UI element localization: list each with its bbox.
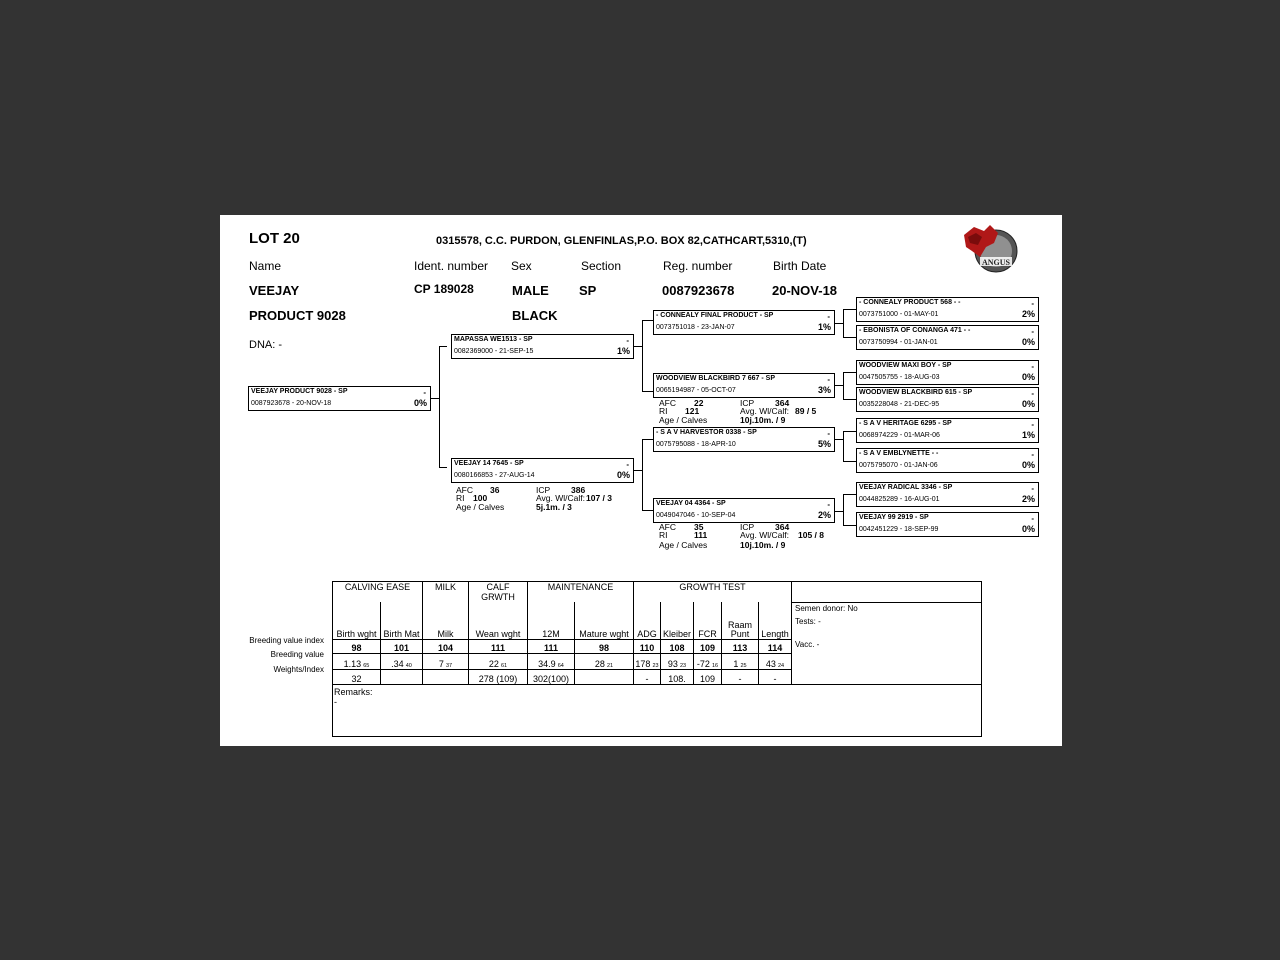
group-calving-ease: CALVING EASE [333,582,423,603]
pedigree-ggp-3[interactable]: WOODVIEW MAXI BOY - SP - 0047505755 - 18-AUG-03 0% [856,360,1039,385]
col-fcr: FCR [694,602,722,639]
pedigree-dam-dam[interactable]: VEEJAY 04 4364 - SP - 0049047046 - 10-SEP-04 2% [653,498,835,523]
group-milk: MILK [423,582,469,603]
col-adg: ADG [634,602,661,639]
col-kleiber: Kleiber [661,602,694,639]
remarks-value: - [334,696,337,707]
col-raam-punt: Raam Punt [722,602,759,639]
col-12m: 12M [528,602,575,639]
tests: Tests: - [795,616,821,626]
pedigree-subject[interactable]: VEEJAY PRODUCT 9028 - SP - 0087923678 - 20-NOV-18 0% [248,386,431,411]
label-ident: Ident. number [414,259,489,273]
col-length: Length [759,602,792,639]
group-growth-test: GROWTH TEST [634,582,792,603]
logo-text: ANGUS [981,258,1011,267]
pedigree-name: VEEJAY PRODUCT 9028 - SP [251,388,348,395]
angus-logo [960,221,1022,277]
pedigree-ggp-6[interactable]: - S A V EMBLYNETTE - - - 0075795070 - 01-JAN-06 0% [856,448,1039,473]
pedigree-ggp-7[interactable]: VEEJAY RADICAL 3346 - SP - 0044825289 - 16-AUG-01 2% [856,482,1039,507]
pedigree-sire-dam[interactable]: WOODVIEW BLACKBIRD 7 667 - SP - 0065194987 - 05-OCT-07 3% [653,373,835,398]
pedigree-ggp-8[interactable]: VEEJAY 99 2919 - SP - 0042451229 - 18-SEP-99 0% [856,512,1039,537]
animal-ident: CP 189028 [414,282,474,296]
col-birth-wght: Birth wght [333,602,381,639]
animal-section: SP [579,283,597,298]
breeding-value-table: CALVING EASE MILK CALF GRWTH MAINTENANCE GROWTH TEST Birth wght Birth Mat Milk Wean wght 12M Mature wght ADG Kleiber FCR Raam Punt Length Semen donor: No Tests: - Vacc. - 98 101 104 111 111 98 110 108 109 113 114 1.13 65 .34 40 7 37 22 61 34.9 64 28 21 178 23 93 23 -72 16 1 25 43 24 32 278 (109) 302(100) - 108. 109 - - Remarks: - [332,581,982,737]
label-reg: Reg. number [663,259,733,273]
pedigree-ggp-2[interactable]: - EBONISTA OF CONANGA 471 - - - 0073750994 - 01-JAN-01 0% [856,325,1039,350]
row-label-weights: Weights/Index [273,665,324,674]
pedigree-sire-sire[interactable]: - CONNEALY FINAL PRODUCT - SP - 0073751018 - 23-JAN-07 1% [653,310,835,335]
lot-sheet: LOT 20 0315578, C.C. PURDON, GLENFINLAS,P.O. BOX 82,CATHCART,5310,(T) Name Ident. number Sex Section Reg. number Birth Date VEEJAY PRODUCT 9028 CP 189028 MALE BLACK SP 0087923678 20-NOV-18 DNA: - ANGUS VEEJAY PRODUCT 9028 - SP - 0087923678 - 20-NOV-18 0% MAPASSA WE1513 - SP - 0082369000 - 21-SEP-15 1% VEEJAY 14 7645 - SP - 0080166853 - 27-AUG-14 0% - CONNEALY FINAL PRODUCT - SP - 0073751018 - 23-JAN-07 1% WOODVIEW BLACKBIRD 7 667 - SP - 0065194987 - 05-OCT-07 3% - S A V HARVESTOR 0338 - SP - 0075795088 - 18-APR-10 5% VEEJAY 04 4364 - SP - 0049047046 - 10-SEP-04 2% - CONNEALY PRODUCT 568 - - - 0073751000 - 01-MAY-01 2% - EBONISTA OF CONANGA 471 - - - 0073750994 - 01-JAN-01 0% WOODVIEW MAXI BOY - SP - 0047505755 - 18-AUG-03 0% WOODVIEW BLACKBIRD 615 - SP - 0035228048 - 21-DEC-95 0% - S A V HERITAGE 6295 - SP - 0068974229 - 01-MAR-06 1% - S A V EMBLYNETTE - - - 0075795070 - 01-JAN-06 0% VEEJAY RADICAL 3346 - SP - 0044825289 - 16-AUG-01 2% VEEJAY 99 2919 - SP - 0042451229 - 18-SEP-99 0% AFC 36 RI 100 Age / Calves ICP 386 Avg. Wl/Calf: 107 / 3 5j.1m. / 3 AFC 22 RI 121 Age / Calves ICP 364 Avg. Wl/Calf: 89 / 5 10j.10m. / 9 AFC 35 RI 111 Age / Calves ICP 364 Avg. Wl/Calf: 105 / 8 10j.10m. / 9 Breeding value index Breeding value Weights/Index CALVING EASE MILK CALF GRWTH MAINTENANCE GROWTH TEST Birth wght Birth Mat Milk Wean wght 12M Mature wght ADG Kleiber FCR Raam Punt Length Semen donor: No Tests: - Vacc. - 98 101 104 111 111 98 110 108 109 113 114 1.13 65 .34 40 7 37 22 61 34.9 64 28 21 178 23 93 23 -72 16 1 25 43 24 32 278 (109) 302(100) - 108. 109 - - Remarks: - [220,215,1062,746]
remarks-box [333,684,982,736]
pedigree-ggp-1[interactable]: - CONNEALY PRODUCT 568 - - - 0073751000 - 01-MAY-01 2% [856,297,1039,322]
label-birth: Birth Date [773,259,827,273]
animal-name-1: VEEJAY [249,283,300,298]
pedigree-id: 0087923678 - 20-NOV-18 [251,400,332,407]
dna-status: DNA: - [249,339,282,351]
row-label-index: Breeding value index [249,636,324,645]
breeder-line: 0315578, C.C. PURDON, GLENFINLAS,P.O. BOX 82,CATHCART,5310,(T) [436,235,807,247]
animal-info-panel [792,602,982,684]
remarks-label: Remarks: [334,686,373,697]
pedigree-dam[interactable]: VEEJAY 14 7645 - SP - 0080166853 - 27-AUG-14 0% [451,458,634,483]
group-calf-growth: CALF GRWTH [469,582,528,603]
col-mature-wght: Mature wght [575,602,634,639]
label-section: Section [581,259,622,273]
label-name: Name [249,259,282,273]
animal-sex: MALE [512,283,549,298]
pedigree-sire[interactable]: MAPASSA WE1513 - SP - 0082369000 - 21-SEP-15 1% [451,334,634,359]
col-milk: Milk [423,602,469,639]
animal-birth: 20-NOV-18 [772,283,838,298]
pedigree-ggp-5[interactable]: - S A V HERITAGE 6295 - SP - 0068974229 - 01-MAR-06 1% [856,418,1039,443]
vaccination: Vacc. - [795,639,820,649]
row-label-bv: Breeding value [270,650,324,659]
animal-name-2: PRODUCT 9028 [249,308,346,323]
pedigree-ggp-4[interactable]: WOODVIEW BLACKBIRD 615 - SP - 0035228048 - 21-DEC-95 0% [856,387,1039,412]
pedigree-pct: 0% [413,398,427,408]
col-wean-wght: Wean wght [469,602,528,639]
semen-donor: Semen donor: No [795,603,858,613]
group-maintenance: MAINTENANCE [528,582,634,603]
label-sex: Sex [511,259,532,273]
pedigree-dam-sire[interactable]: - S A V HARVESTOR 0338 - SP - 0075795088 - 18-APR-10 5% [653,427,835,452]
animal-reg: 0087923678 [662,283,735,298]
animal-colour: BLACK [512,308,558,323]
lot-number: LOT 20 [249,230,300,247]
col-birth-mat: Birth Mat [381,602,423,639]
